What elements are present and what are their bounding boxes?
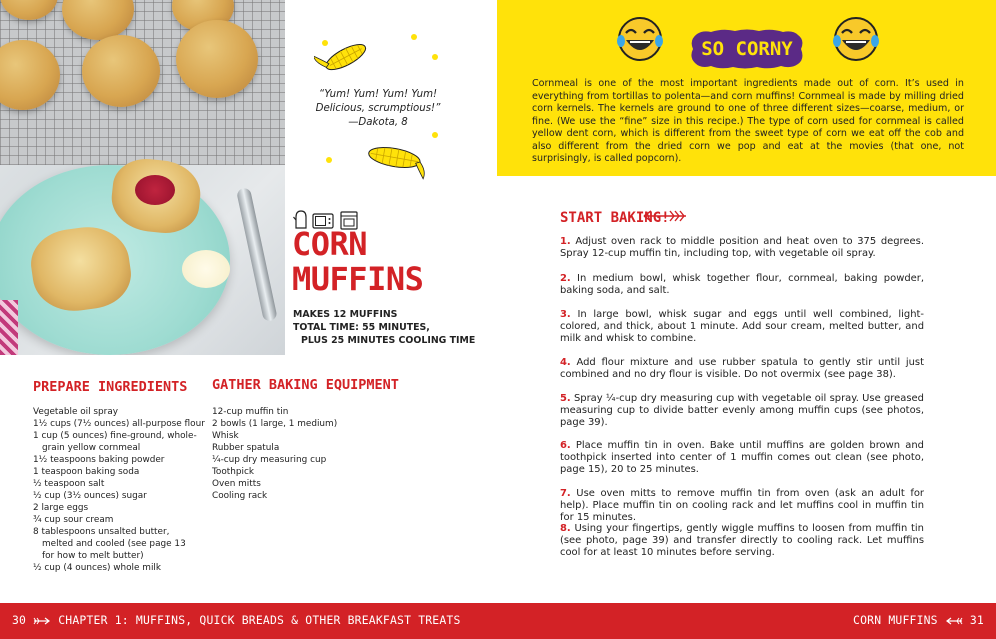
- ingredient-item: ½ cup (4 ounces) whole milk: [33, 563, 162, 573]
- recipe-yield: MAKES 12 MUFFINS: [293, 309, 398, 320]
- towel-image: [0, 300, 18, 355]
- kernel-dot: [322, 40, 328, 46]
- equipment-item: 2 bowls (1 large, 1 medium): [212, 419, 338, 429]
- muffin-image: [176, 20, 258, 98]
- step-item: [560, 488, 924, 523]
- step-text: Adjust oven rack to middle position and heat oven to 375 degrees. Spray 12-cup muffin tin, including top, with vegetable oil spray.: [560, 236, 924, 259]
- recipe-cooling-time: PLUS 25 MINUTES COOLING TIME: [301, 335, 476, 346]
- arrow-left-icon: [945, 617, 963, 625]
- ingredient-item: melted and cooled (see page 13: [42, 539, 186, 549]
- ingredient-item: grain yellow cornmeal: [42, 443, 141, 453]
- kernel-dot: [432, 132, 438, 138]
- equipment-item: ¼-cup dry measuring cup: [212, 455, 327, 465]
- step-text: In large bowl, whisk sugar and eggs until well combined, light-colored, and thick, about 1 minute. Add sour cream, melted butter, and milk and whisk to combine.: [560, 309, 924, 344]
- step-text: Use oven mitts to remove muffin tin from oven (ask an adult for help). Place muffin tin on cooling rack and let muffins cool in muffin tin for 15 minutes.: [560, 488, 924, 523]
- chapter-title: CHAPTER 1: MUFFINS, QUICK BREADS & OTHER BREAKFAST TREATS: [58, 613, 461, 627]
- arrow-icon: [642, 208, 688, 224]
- ingredients-list: [33, 406, 205, 574]
- muffin-photo: [0, 0, 285, 355]
- ingredient-item: 2 large eggs: [33, 503, 89, 513]
- quote-line: Delicious, scrumptious!”: [315, 103, 441, 114]
- ingredient-item: ¾ cup sour cream: [33, 515, 114, 525]
- page-number: 30: [12, 613, 27, 627]
- kernel-dot: [326, 157, 332, 163]
- ingredient-item: 1½ teaspoons baking powder: [33, 455, 165, 465]
- quote-attribution: —Dakota, 8: [348, 117, 408, 128]
- step-text: In medium bowl, whisk together flour, cornmeal, baking powder, baking soda, and salt.: [560, 273, 924, 296]
- step-item: [560, 357, 924, 381]
- step-number: 5.: [560, 393, 571, 404]
- equipment-item: Oven mitts: [212, 479, 261, 489]
- equipment-item: Toothpick: [212, 467, 254, 477]
- ingredient-item: 1½ cups (7½ ounces) all-purpose flour: [33, 419, 205, 429]
- step-number: 4.: [560, 357, 571, 368]
- equipment-item: 12-cup muffin tin: [212, 407, 289, 417]
- step-item: [560, 273, 924, 297]
- recipe-title: CORN: [292, 225, 368, 263]
- step-number: 6.: [560, 440, 571, 451]
- jam-image: [135, 175, 175, 205]
- steps-heading: START BAKING!: [560, 210, 670, 226]
- kernel-dot: [411, 34, 417, 40]
- muffin-image: [82, 35, 160, 107]
- kernel-dot: [432, 54, 438, 60]
- equipment-heading: GATHER BAKING EQUIPMENT: [212, 377, 399, 393]
- ingredient-item: Vegetable oil spray: [33, 407, 119, 417]
- page-number: 31: [969, 613, 984, 627]
- quote-line: “Yum! Yum! Yum! Yum!: [318, 89, 438, 100]
- kid-quote: [308, 88, 448, 130]
- sidebar-title: SO CORNY: [701, 38, 793, 60]
- step-text: Place muffin tin in oven. Bake until muffins are golden brown and toothpick inserted into center of 1 muffin comes out clean (see photo, page 15), 20 to 25 minutes.: [560, 440, 924, 475]
- laughing-emoji-icon: [830, 14, 882, 64]
- ingredient-item: ½ cup (3½ ounces) sugar: [33, 491, 147, 501]
- ingredients-heading: PREPARE INGREDIENTS: [33, 379, 188, 395]
- step-item: [560, 393, 924, 428]
- step-number: 1.: [560, 236, 571, 247]
- recipe-title: MUFFINS: [292, 260, 424, 298]
- running-title: CORN MUFFINS: [853, 613, 938, 627]
- equipment-item: Cooling rack: [212, 491, 268, 501]
- equipment-list: [212, 406, 337, 502]
- step-text: Using your fingertips, gently wiggle muffins to loosen from muffin tin (see photo, page 39) and transfer directly to cooling rack. Let muffins cool for at least 10 minutes before serving.: [560, 523, 924, 558]
- butter-image: [182, 250, 230, 288]
- footer-right: [853, 613, 984, 627]
- ingredient-item: ½ teaspoon salt: [33, 479, 105, 489]
- corn-icon: [362, 138, 432, 182]
- ingredient-item: 1 cup (5 ounces) fine-ground, whole-: [33, 431, 197, 441]
- laughing-emoji-icon: [614, 14, 666, 64]
- sidebar-text: Cornmeal is one of the most important ingredients made out of corn. It’s used in everything from tortillas to polenta—and corn muffins! Cornmeal is made by milling dried corn kernels. The kernels are ground to one of three different sizes—coarse, medium, or fine. (We use the “fine” size in this recipe.) The type of corn used for cornmeal is called yellow dent corn, which is different from the sweet type of corn we eat off the cob and also different from the dried corn we pop and eat at the movies (that one, not surprisingly, is called popcorn).: [532, 78, 964, 164]
- recipe-total-time: TOTAL TIME: 55 MINUTES,: [293, 322, 430, 333]
- step-number: 8.: [560, 523, 571, 534]
- footer-left: [12, 613, 461, 627]
- equipment-item: Rubber spatula: [212, 443, 280, 453]
- so-corny-badge: [689, 28, 805, 70]
- arrow-right-icon: [33, 617, 51, 625]
- step-item: [560, 309, 924, 344]
- step-text: Spray ¼-cup dry measuring cup with vegetable oil spray. Use greased measuring cup to divide batter evenly among muffin cups (see photos, page 39).: [560, 393, 924, 428]
- ingredient-item: 8 tablespoons unsalted butter,: [33, 527, 170, 537]
- step-text: Add flour mixture and use rubber spatula to gently stir until just combined and no dry flour is visible. Do not overmix (see page 38).: [560, 357, 924, 380]
- step-number: 3.: [560, 309, 571, 320]
- ingredient-item: 1 teaspoon baking soda: [33, 467, 140, 477]
- ingredient-item: for how to melt butter): [42, 551, 144, 561]
- step-item: [560, 236, 924, 260]
- equipment-item: Whisk: [212, 431, 239, 441]
- step-number: 2.: [560, 273, 571, 284]
- step-item: [560, 440, 924, 475]
- step-number: 7.: [560, 488, 571, 499]
- step-item: [560, 523, 924, 558]
